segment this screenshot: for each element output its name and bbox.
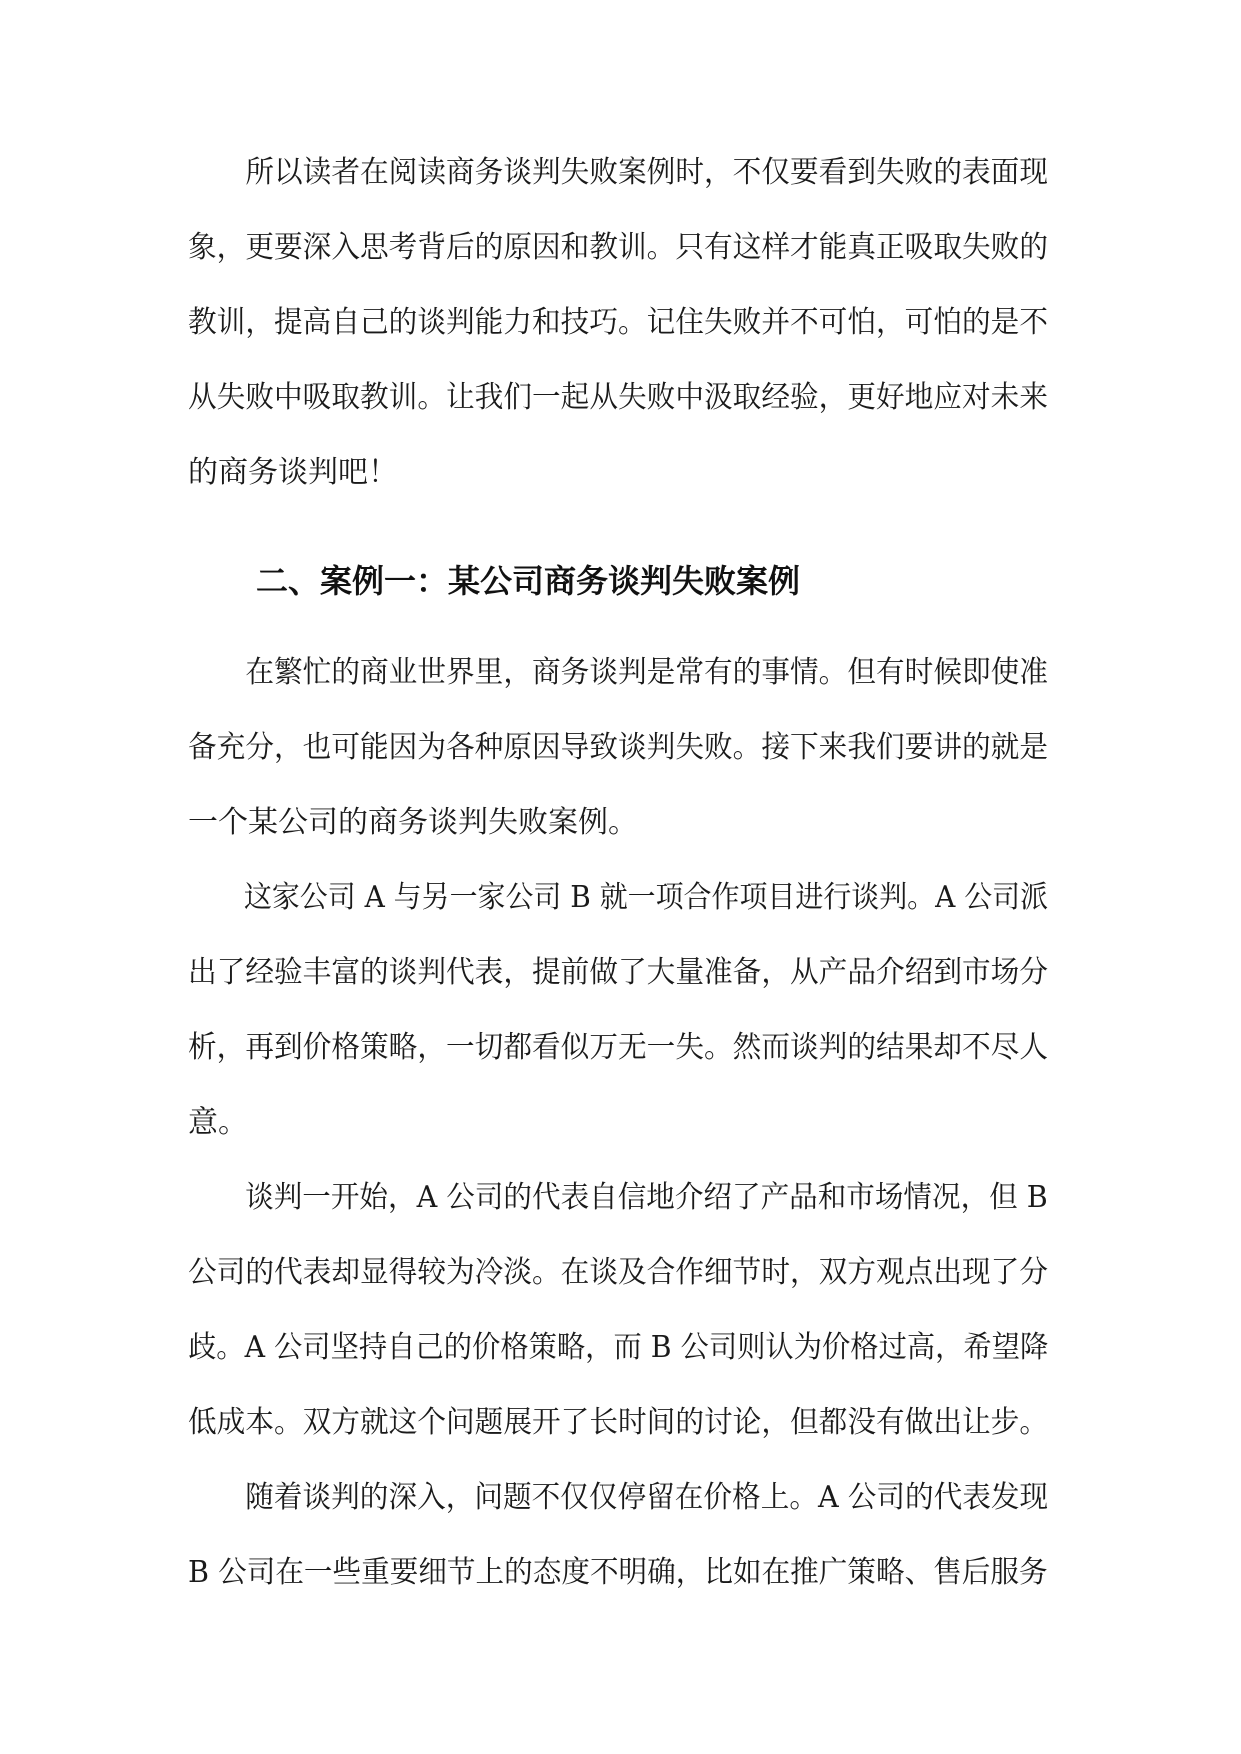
paragraph-line: B 公司在一些重要细节上的态度不明确，比如在推广策略、售后服务	[188, 1555, 1048, 1590]
paragraph-conclusion	[188, 135, 1048, 510]
paragraph-background	[188, 860, 1048, 1160]
paragraph-line: 所以读者在阅读商务谈判失败案例时，不仅要看到失败的表面现	[188, 155, 1048, 190]
paragraph-line: 公司的代表却显得较为冷淡。在谈及合作细节时，双方观点出现了分	[188, 1255, 1048, 1290]
paragraph-line: 备充分，也可能因为各种原因导致谈判失败。接下来我们要讲的就是	[188, 730, 1048, 765]
paragraph-line: 歧。A 公司坚持自己的价格策略，而 B 公司则认为价格过高，希望降	[188, 1330, 1049, 1365]
paragraph-line: 意。	[188, 1105, 248, 1140]
paragraph-negotiation-deepening	[188, 1460, 1048, 1610]
paragraph-line: 象，更要深入思考背后的原因和教训。只有这样才能真正吸取失败的	[188, 230, 1048, 265]
paragraph-line: 随着谈判的深入，问题不仅仅停留在价格上。A 公司的代表发现	[188, 1480, 1049, 1515]
section-heading: 二、案例一：某公司商务谈判失败案例	[256, 562, 801, 600]
paragraph-line: 低成本。双方就这个问题展开了长时间的讨论，但都没有做出让步。	[188, 1405, 1048, 1440]
paragraph-negotiation-start	[188, 1160, 1048, 1460]
paragraph-line: 的商务谈判吧！	[188, 455, 398, 490]
paragraph-intro	[188, 635, 1048, 860]
paragraph-line: 一个某公司的商务谈判失败案例。	[188, 805, 638, 840]
paragraph-line: 教训，提高自己的谈判能力和技巧。记住失败并不可怕，可怕的是不	[188, 305, 1048, 340]
paragraph-line: 在繁忙的商业世界里，商务谈判是常有的事情。但有时候即使准	[188, 655, 1048, 690]
paragraph-line: 这家公司 A 与另一家公司 B 就一项合作项目进行谈判。A 公司派	[188, 880, 1049, 915]
paragraph-line: 从失败中吸取教训。让我们一起从失败中汲取经验，更好地应对未来	[188, 380, 1048, 415]
paragraph-line: 出了经验丰富的谈判代表，提前做了大量准备，从产品介绍到市场分	[188, 955, 1048, 990]
paragraph-line: 谈判一开始，A 公司的代表自信地介绍了产品和市场情况，但 B	[188, 1180, 1048, 1215]
paragraph-line: 析，再到价格策略，一切都看似万无一失。然而谈判的结果却不尽人	[188, 1030, 1048, 1065]
